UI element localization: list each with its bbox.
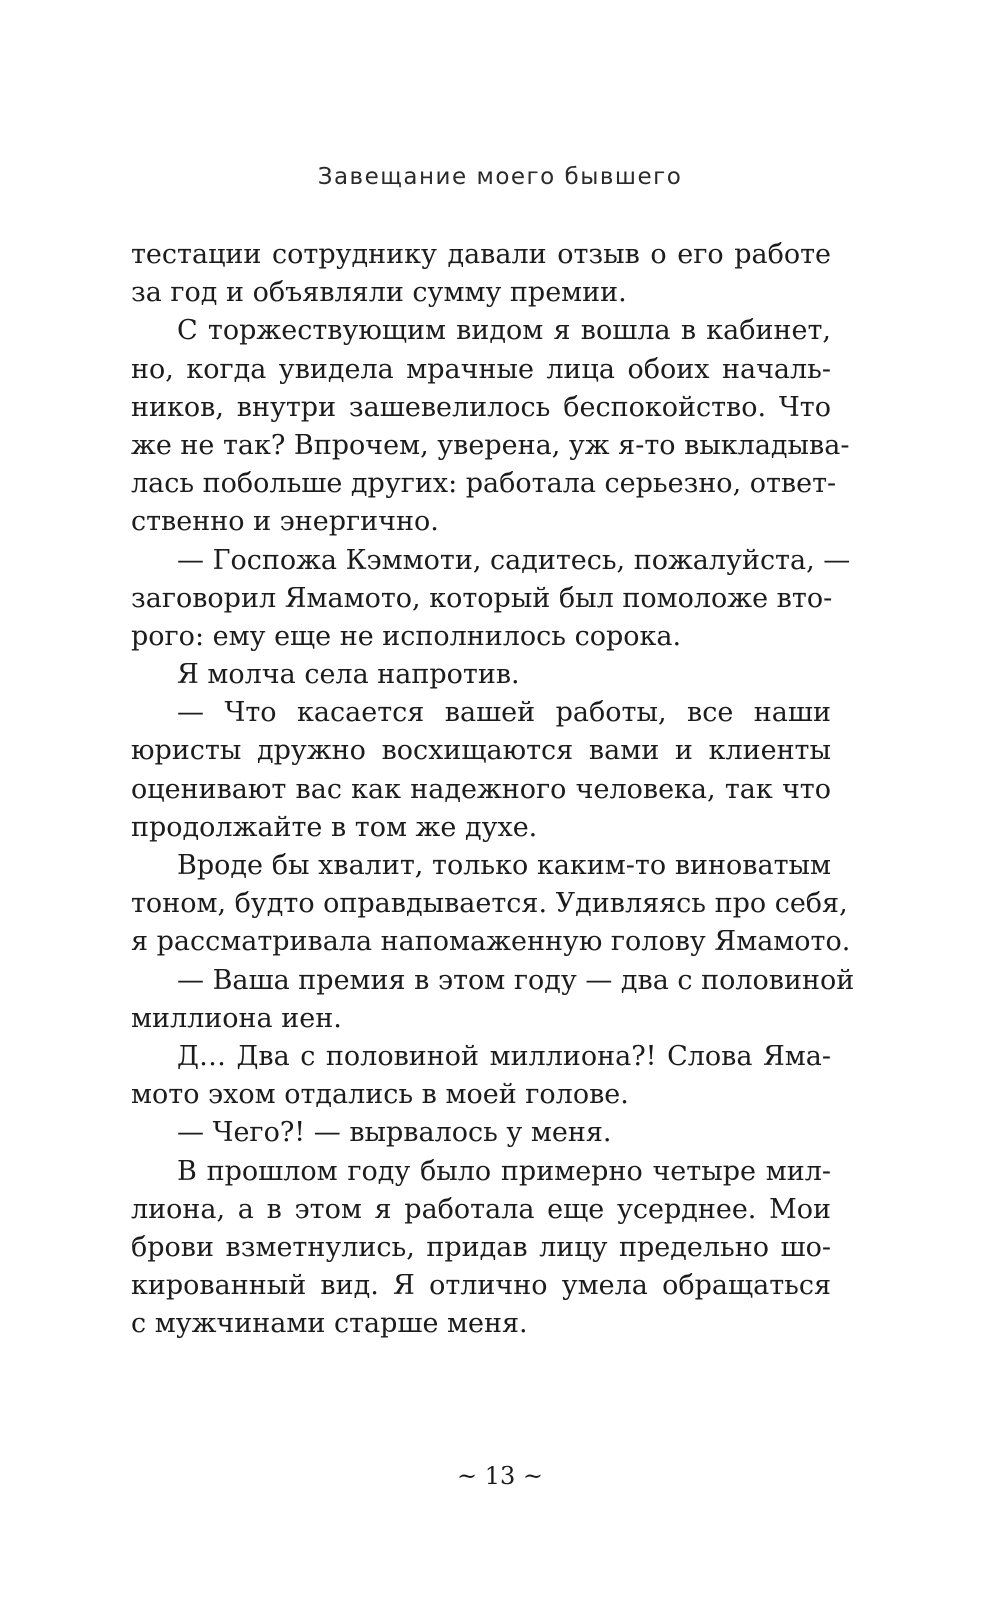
text-line: ственно и энергично. bbox=[131, 506, 439, 538]
text-line: юристы дружно восхищаются вами и клиенты bbox=[131, 735, 831, 767]
text-line: В прошлом году было примерно четыре мил- bbox=[177, 1155, 831, 1187]
text-line: — Госпожа Кэммоти, садитесь, пожалуйста, — bbox=[177, 544, 851, 576]
body-text bbox=[131, 236, 855, 1343]
text-line: оценивают вас как надежного человека, так что bbox=[131, 773, 831, 805]
text-line: же не так? Впрочем, уверена, уж я-то выкладыва- bbox=[131, 429, 850, 461]
text-line: лась побольше других: работала серьезно, ответ- bbox=[131, 468, 837, 500]
text-line: ников, внутри зашевелилось беспокойство. Что bbox=[131, 391, 831, 423]
text-line: я рассматривала напомаженную голову Ямамото. bbox=[131, 926, 851, 958]
text-line: Я молча села напротив. bbox=[177, 659, 520, 691]
text-line: тоном, будто оправдывается. Удивляясь про себя, bbox=[131, 888, 848, 920]
text-line: — Ваша премия в этом году — два с половиной bbox=[177, 964, 855, 996]
text-line: миллиона иен. bbox=[131, 1002, 342, 1034]
text-line: — Что касается вашей работы, все наши bbox=[177, 697, 831, 729]
text-line: рого: ему еще не исполнилось сорока. bbox=[131, 620, 682, 652]
text-line: С торжествующим видом я вошла в кабинет, bbox=[177, 315, 831, 347]
text-line: Вроде бы хвалит, только каким-то виноватым bbox=[177, 850, 831, 881]
text-line: заговорил Ямамото, который был помоложе вто- bbox=[131, 582, 833, 614]
text-line: за год и объявляли сумму премии. bbox=[131, 277, 627, 309]
text-line: кированный вид. Я отлично умела обращаться bbox=[131, 1270, 831, 1302]
text-line: тестации сотруднику давали отзыв о его работе bbox=[131, 239, 831, 270]
text-line: но, когда увидела мрачные лица обоих началь- bbox=[131, 353, 831, 385]
text-line: брови взметнулись, придав лицу предельно шо- bbox=[131, 1231, 831, 1263]
text-line: Д… Два с половиной миллиона?! Слова Яма- bbox=[177, 1040, 831, 1072]
page-number: ~ 13 ~ bbox=[456, 1462, 543, 1490]
text-line: — Чего?! — вырвалось у меня. bbox=[177, 1117, 612, 1149]
text-line: продолжайте в том же духе. bbox=[131, 811, 538, 843]
text-line: мото эхом отдались в моей голове. bbox=[131, 1079, 629, 1111]
text-line: лиона, а в этом я работала еще усерднее. Мои bbox=[131, 1193, 831, 1225]
text-line: с мужчинами старше меня. bbox=[131, 1308, 528, 1340]
running-header: Завещание моего бывшего bbox=[317, 164, 683, 190]
